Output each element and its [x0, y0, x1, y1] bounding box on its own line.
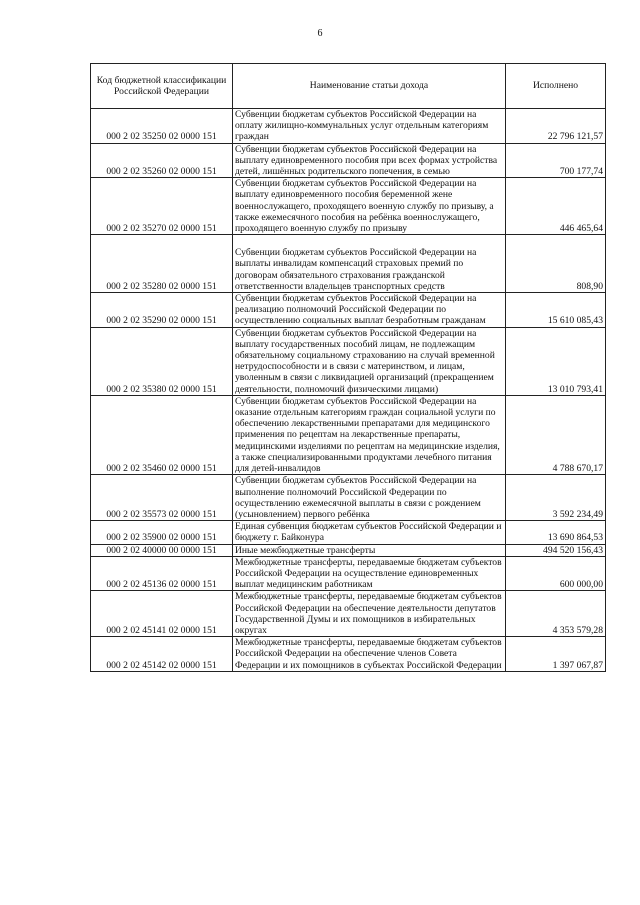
- table-row: [91, 235, 606, 293]
- row-code: 000 2 02 35290 02 0000 151: [91, 293, 233, 328]
- row-amount: 15 610 085,43: [506, 293, 606, 328]
- row-name: Межбюджетные трансферты, передаваемые бюджетам субъектов Российской Федерации на обеспечение деятельности депутатов Государственной Думы и их помощников в избирательных округах: [233, 591, 506, 637]
- row-code: 000 2 02 35250 02 0000 151: [91, 109, 233, 144]
- page-number: 6: [317, 28, 323, 39]
- row-name: Иные межбюджетные трансферты: [233, 544, 506, 556]
- row-amount: 4 788 670,17: [506, 395, 606, 474]
- row-amount: 22 796 121,57: [506, 109, 606, 144]
- table-row: [91, 109, 606, 144]
- row-amount: 808,90: [506, 235, 606, 293]
- row-code: 000 2 02 35380 02 0000 151: [91, 327, 233, 395]
- row-amount: 4 353 579,28: [506, 591, 606, 637]
- table-row: [91, 544, 606, 556]
- row-code: 000 2 02 40000 00 0000 151: [91, 544, 233, 556]
- row-amount: 13 010 793,41: [506, 327, 606, 395]
- row-amount: 600 000,00: [506, 556, 606, 591]
- row-name: Межбюджетные трансферты, передаваемые бюджетам субъектов Российской Федерации на обеспечение членов Совета Федерации и их помощников в субъектах Российской Федерации: [233, 637, 506, 672]
- row-code: 000 2 02 35280 02 0000 151: [91, 235, 233, 293]
- row-name: Субвенции бюджетам субъектов Российской Федерации на выполнение полномочий Российской Федерации по осуществлению ежемесячной выплаты в связи с рождением (усыновлением) первого ребёнка: [233, 475, 506, 521]
- row-code: 000 2 02 45141 02 0000 151: [91, 591, 233, 637]
- row-code: 000 2 02 35270 02 0000 151: [91, 178, 233, 235]
- table-row: [91, 475, 606, 521]
- table-row: [91, 395, 606, 474]
- row-code: 000 2 02 35460 02 0000 151: [91, 395, 233, 474]
- row-amount: 700 177,74: [506, 143, 606, 178]
- row-code: 000 2 02 45136 02 0000 151: [91, 556, 233, 591]
- row-amount: 3 592 234,49: [506, 475, 606, 521]
- table-row: [91, 293, 606, 328]
- row-code: 000 2 02 35573 02 0000 151: [91, 475, 233, 521]
- row-name: Субвенции бюджетам субъектов Российской Федерации на выплату государственных пособий лицам, не подлежащим обязательному социальному страхованию на случай временной нетрудоспособности и в связи с материнством, и лицам, уволенным в связи с ликвидацией организаций (прекращением деятельности, полномочий физическими лицами): [233, 327, 506, 395]
- row-amount: 13 690 864,53: [506, 521, 606, 544]
- header-code: Код бюджетной классификации Российской Федерации: [91, 64, 233, 109]
- row-name: Межбюджетные трансферты, передаваемые бюджетам субъектов Российской Федерации на осуществление единовременных выплат медицинским работникам: [233, 556, 506, 591]
- row-name: Субвенции бюджетам субъектов Российской Федерации на выплату единовременного пособия беременной жене военнослужащего, проходящего военную службу по призыву, а также ежемесячного пособия на ребёнка военнослужащего, проходящего военную службу по призыву: [233, 178, 506, 235]
- row-amount: 1 397 067,87: [506, 637, 606, 672]
- budget-income-table: [90, 63, 606, 672]
- row-name: Субвенции бюджетам субъектов Российской Федерации на оказание отдельным категориям граждан социальной услуги по обеспечению лекарственными препаратами для медицинского применения по рецептам на лекарственные препараты, медицинскими изделиями по рецептам на медицинские изделия, а также специализированными продуктами лечебного питания для детей-инвалидов: [233, 395, 506, 474]
- row-name: Субвенции бюджетам субъектов Российской Федерации на оплату жилищно-коммунальных услуг отдельным категориям граждан: [233, 109, 506, 144]
- table-row: [91, 327, 606, 395]
- row-code: 000 2 02 45142 02 0000 151: [91, 637, 233, 672]
- table-row: [91, 143, 606, 178]
- row-name: Субвенции бюджетам субъектов Российской Федерации на реализацию полномочий Российской Федерации по осуществлению социальных выплат безработным гражданам: [233, 293, 506, 328]
- table-header-row: [91, 64, 606, 109]
- row-amount: 446 465,64: [506, 178, 606, 235]
- row-code: 000 2 02 35900 02 0000 151: [91, 521, 233, 544]
- table-row: [91, 521, 606, 544]
- row-name: Субвенции бюджетам субъектов Российской Федерации на выплату единовременного пособия при всех формах устройства детей, лишённых родительского попечения, в семью: [233, 143, 506, 178]
- header-executed: Исполнено: [506, 64, 606, 109]
- row-amount: 494 520 156,43: [506, 544, 606, 556]
- row-name: Субвенции бюджетам субъектов Российской Федерации на выплаты инвалидам компенсаций страховых премий по договорам обязательного страхования гражданской ответственности владельцев транспортных средств: [233, 235, 506, 293]
- table-row: [91, 591, 606, 637]
- header-name: Наименование статьи дохода: [233, 64, 506, 109]
- row-code: 000 2 02 35260 02 0000 151: [91, 143, 233, 178]
- table-row: [91, 556, 606, 591]
- table-row: [91, 178, 606, 235]
- table-row: [91, 637, 606, 672]
- row-name: Единая субвенция бюджетам субъектов Российской Федерации и бюджету г. Байконура: [233, 521, 506, 544]
